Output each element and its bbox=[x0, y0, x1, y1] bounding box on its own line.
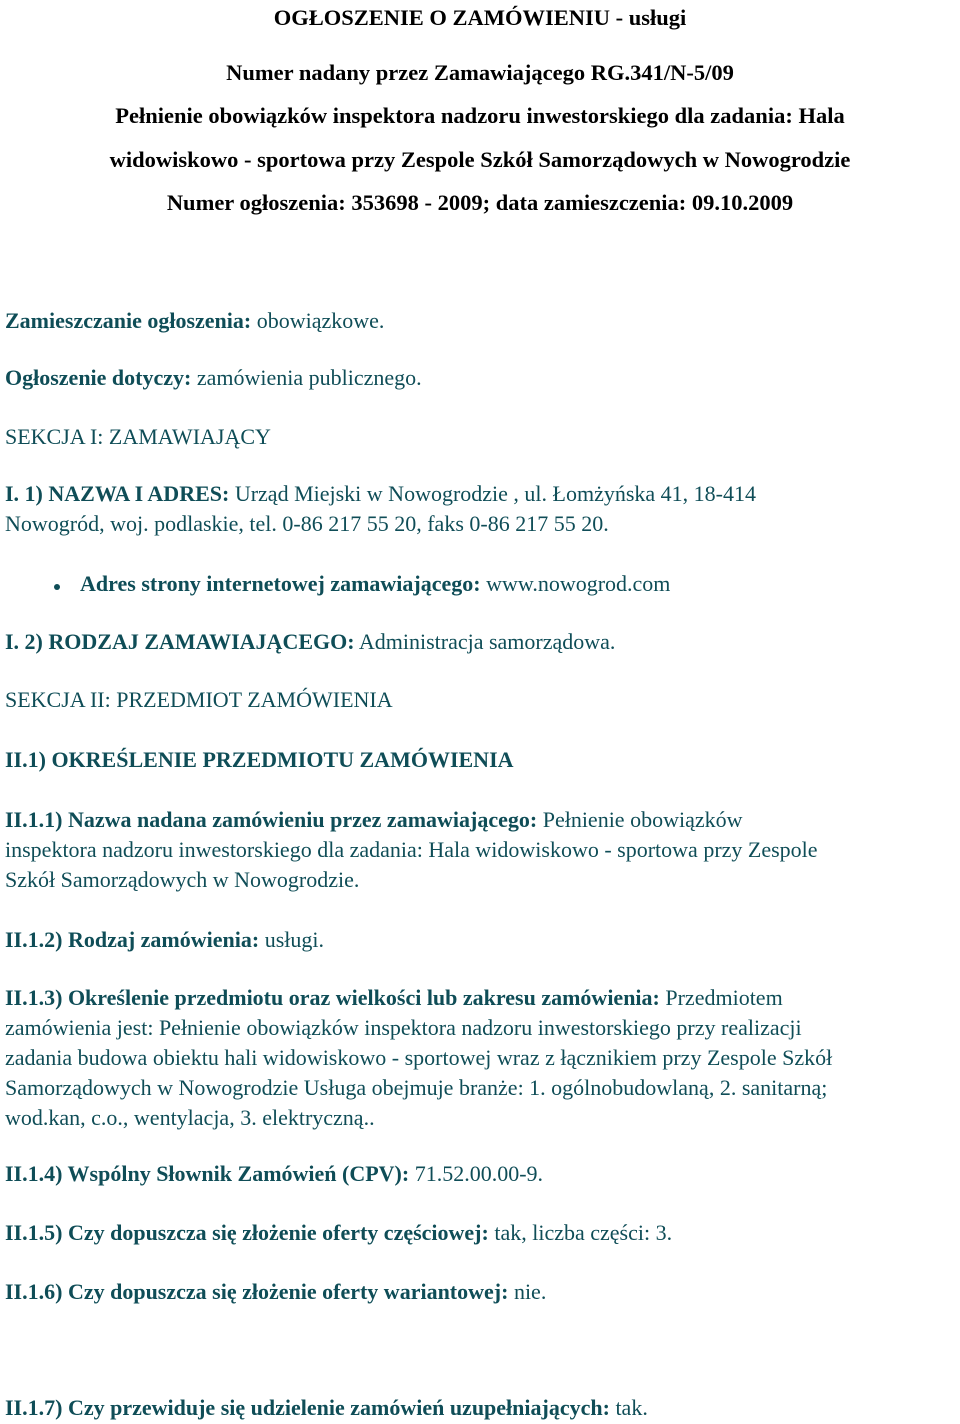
contracting-name-value: Urząd Miejski w Nowogrodzie , ul. Łomżyńska 41, 18-414 bbox=[229, 481, 757, 506]
item-117-label: II.1.7) Czy przewiduje się udzielenie zamówień uzupełniających: bbox=[5, 1395, 610, 1420]
bullet-icon bbox=[54, 584, 60, 590]
contracting-type-value: Administracja samorządowa. bbox=[354, 629, 616, 654]
item-111-label: II.1.1) Nazwa nadana zamówieniu przez zamawiającego: bbox=[5, 807, 538, 832]
item-116-line bbox=[5, 1278, 960, 1306]
contracting-name-line-2: Nowogród, woj. podlaskie, tel. 0-86 217 55 20, faks 0-86 217 55 20. bbox=[5, 511, 609, 536]
item-113-line-5: wod.kan, c.o., wentylacja, 3. elektryczną.. bbox=[5, 1105, 375, 1130]
item-113-line-2: zamówienia jest: Pełnienie obowiązków inspektora nadzoru inwestorskiego przy realizacji bbox=[5, 1015, 802, 1040]
item-117-line bbox=[5, 1394, 960, 1422]
notice-number-date: Numer ogłoszenia: 353698 - 2009; data zamieszczenia: 09.10.2009 bbox=[166, 190, 794, 215]
section-1-heading: SEKCJA I: ZAMAWIAJĄCY bbox=[5, 424, 271, 449]
item-112-label: II.1.2) Rodzaj zamówienia: bbox=[5, 927, 260, 952]
item-115-line bbox=[5, 1219, 960, 1247]
contracting-type-line bbox=[5, 628, 960, 656]
item-111-line-3: Szkół Samorządowych w Nowogrodzie. bbox=[5, 867, 360, 892]
subject-line-2: widowiskowo - sportowa przy Zespole Szkół Samorządowych w Nowogrodzie bbox=[109, 147, 851, 172]
item-111-line-1 bbox=[5, 806, 960, 834]
placement-value: obowiązkowe. bbox=[251, 308, 385, 333]
section-2-subheading bbox=[5, 746, 960, 774]
item-113-line-1 bbox=[5, 984, 960, 1012]
website-label: Adres strony internetowej zamawiającego: bbox=[80, 571, 481, 596]
document-title: OGŁOSZENIE O ZAMÓWIENIU - usługi bbox=[273, 5, 687, 30]
concerns-line bbox=[5, 364, 960, 392]
item-114-value: 71.52.00.00-9. bbox=[409, 1161, 544, 1186]
item-115-label: II.1.5) Czy dopuszcza się złożenie oferty częściowej: bbox=[5, 1220, 489, 1245]
item-113-line-4: Samorządowych w Nowogrodzie Usługa obejmuje branże: 1. ogólnobudowlaną, 2. sanitarną; bbox=[5, 1075, 828, 1100]
concerns-value: zamówienia publicznego. bbox=[191, 365, 422, 390]
item-112-line bbox=[5, 926, 960, 954]
placement-label: Zamieszczanie ogłoszenia: bbox=[5, 308, 252, 333]
subject-line-1: Pełnienie obowiązków inspektora nadzoru inwestorskiego dla zadania: Hala bbox=[115, 103, 845, 128]
section-2-subheading-text: II.1) OKREŚLENIE PRZEDMIOTU ZAMÓWIENIA bbox=[5, 747, 514, 772]
contracting-name-label: I. 1) NAZWA I ADRES: bbox=[5, 481, 230, 506]
reference-number: Numer nadany przez Zamawiającego RG.341/N-5/09 bbox=[226, 60, 734, 85]
item-112-value: usługi. bbox=[259, 927, 324, 952]
website-text bbox=[80, 570, 670, 598]
contracting-type-label: I. 2) RODZAJ ZAMAWIAJĄCEGO: bbox=[5, 629, 355, 654]
item-111-line-2: inspektora nadzoru inwestorskiego dla zadania: Hala widowiskowo - sportowa przy Zespole bbox=[5, 837, 818, 862]
placement-line bbox=[5, 307, 960, 335]
contracting-name-line-1 bbox=[5, 480, 960, 508]
item-111-value-1: Pełnienie obowiązków bbox=[537, 807, 743, 832]
section-2-heading: SEKCJA II: PRZEDMIOT ZAMÓWIENIA bbox=[5, 687, 393, 712]
item-113-value-1: Przedmiotem bbox=[659, 985, 783, 1010]
item-114-label: II.1.4) Wspólny Słownik Zamówień (CPV): bbox=[5, 1161, 410, 1186]
item-113-label: II.1.3) Określenie przedmiotu oraz wielkości lub zakresu zamówienia: bbox=[5, 985, 660, 1010]
item-113-line-3: zadania budowa obiektu hali widowiskowo - sportowej wraz z łącznikiem przy Zespole Szkół bbox=[5, 1045, 833, 1070]
item-116-value: nie. bbox=[508, 1279, 547, 1304]
item-114-line bbox=[5, 1160, 960, 1188]
item-115-value: tak, liczba części: 3. bbox=[488, 1220, 673, 1245]
concerns-label: Ogłoszenie dotyczy: bbox=[5, 365, 192, 390]
item-117-value: tak. bbox=[609, 1395, 648, 1420]
website-link[interactable]: www.nowogrod.com bbox=[480, 571, 671, 596]
item-116-label: II.1.6) Czy dopuszcza się złożenie oferty wariantowej: bbox=[5, 1279, 509, 1304]
